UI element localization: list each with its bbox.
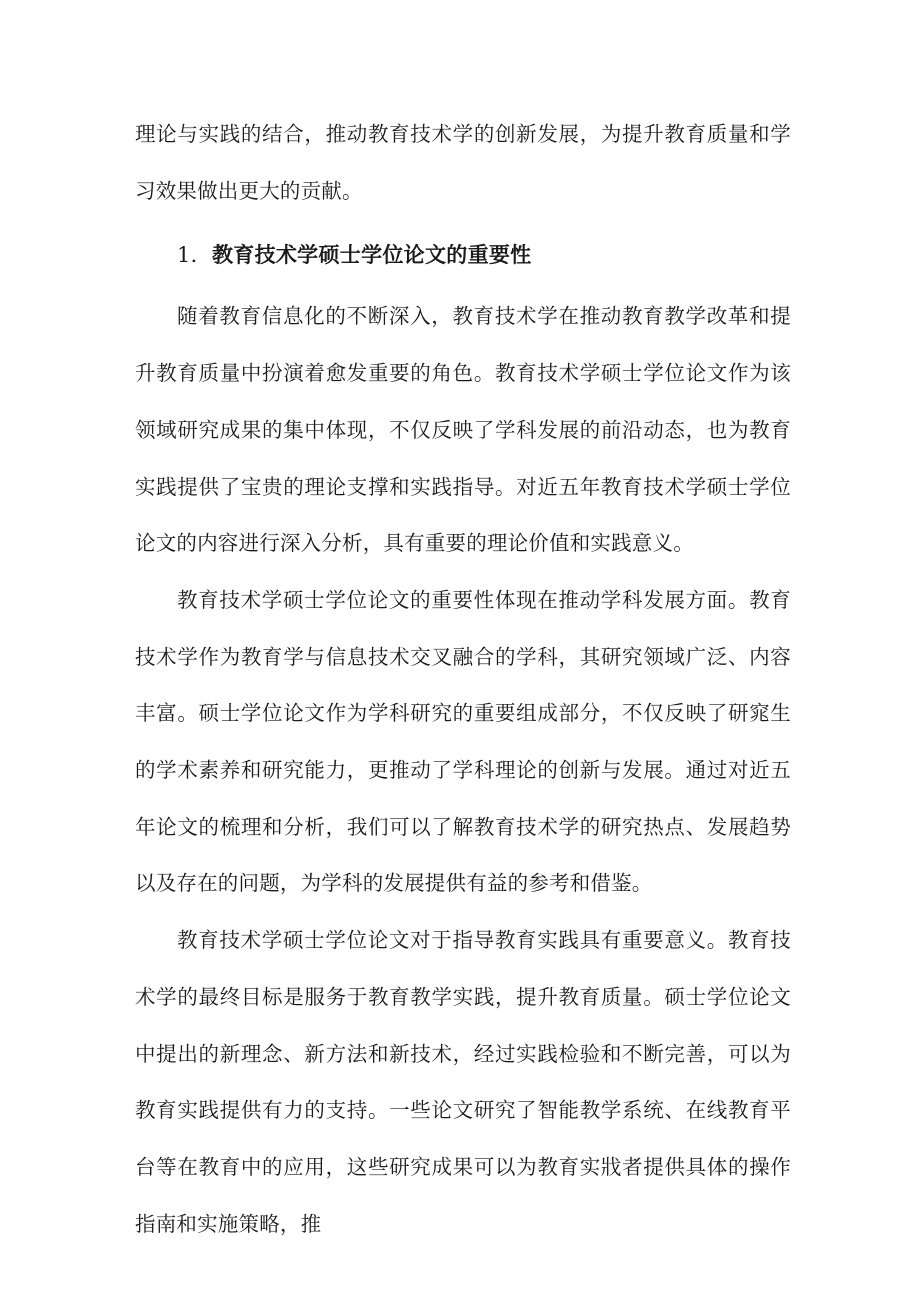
- section-heading-number: 1．: [177, 243, 212, 268]
- document-body: [135, 106, 791, 1252]
- section-heading: [135, 223, 791, 288]
- section-heading-title: 教育技术学硕士学位论文的重要性: [211, 243, 532, 268]
- intro-continuation-paragraph: 理论与实践的结合，推动教育技术学的创新发展，为提升教育质量和学习效果做出更大的贡献。: [135, 122, 791, 203]
- body-paragraph-1: 随着教育信息化的不断深入，教育技术学在推动教育教学改革和提升教育质量中扮演着愈发重要的角色。教育技术学硕士学位论文作为该领域研究成果的集中体现，不仅反映了学科发展的前沿动态，也为教育实践提供了宝贵的理论支撑和实践指导。对近五年教育技术学硕士学位论文的内容进行深入分析，具有重要的理论价值和实践意义。: [135, 304, 791, 556]
- body-paragraph-3: 教育技术学硕士学位论文对于指导教育实践具有重要意义。教育技术学的最终目标是服务于教育教学实践，提升教育质量。硕士学位论文中提出的新理念、新方法和新技术，经过实践检验和不断完善，可以为教育实践提供有力的支持。一些论文研究了智能教学系统、在线教育平台等在教育中的应用，这些研究成果可以为教育实戕者提供具体的操作指南和实施策略，推: [135, 928, 791, 1236]
- body-paragraph-2: 教育技术学硕士学位论文的重要性体现在推动学科发展方面。教育技术学作为教育学与信息技术交叉融合的学科，其研究领域广泛、内容丰富。硕士学位论文作为学科研究的重要组成部分，不仅反映了研窕生的学术素养和研究能力，更推动了学科理论的创新与发展。通过对近五年论文的梳理和分析，我们可以了解教育技术学的研究热点、发展趋势以及存在的问题，为学科的发展提供有益的参考和借鉴。: [135, 587, 791, 896]
